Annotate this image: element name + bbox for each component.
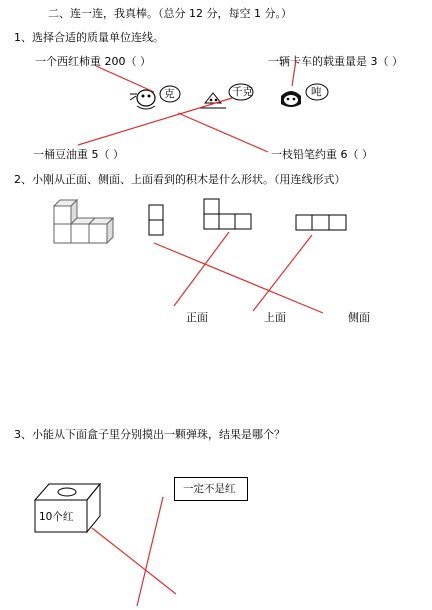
bubble-unit-ke: 克: [164, 88, 175, 100]
q1-item-oil: 一桶豆油重 5（ ）: [33, 148, 124, 161]
q1-item-pencil: 一枝铅笔约重 6（ ）: [271, 148, 373, 161]
answer-line: [92, 528, 176, 594]
bubble-unit-dun: 吨: [311, 86, 322, 98]
view-label-top: 上面: [264, 311, 286, 324]
answer-line: [178, 113, 268, 152]
answer-line: [174, 232, 229, 306]
box-label: 10个红: [39, 511, 74, 523]
q1-prompt: 1、选择合适的质量单位连线。: [14, 31, 164, 44]
answer-line: [137, 497, 163, 606]
q1-item-tomato: 一个西红柿重 200（ ）: [35, 55, 151, 68]
bubble-unit-qianke: 千克: [232, 86, 253, 98]
section-title: 二、连一连，我真棒。（总分 12 分，每空 1 分。）: [48, 7, 292, 20]
answer-line: [292, 60, 296, 86]
view-label-front: 正面: [186, 311, 208, 324]
answer-line: [96, 66, 154, 92]
answer-line: [253, 235, 312, 311]
q2-prompt: 2、小刚从正面、侧面、上面看到的积木是什么形状。（用连线形式）: [14, 173, 346, 186]
answer-line: [78, 98, 232, 145]
answer-option-text: 一定不是红: [183, 483, 236, 495]
view-label-side: 侧面: [348, 311, 370, 324]
q3-prompt: 3、小能从下面盒子里分别摸出一颗弹珠，结果是哪个？: [14, 428, 285, 441]
q1-item-truck: 一辆卡车的载重量是 3（ ）: [268, 55, 403, 68]
